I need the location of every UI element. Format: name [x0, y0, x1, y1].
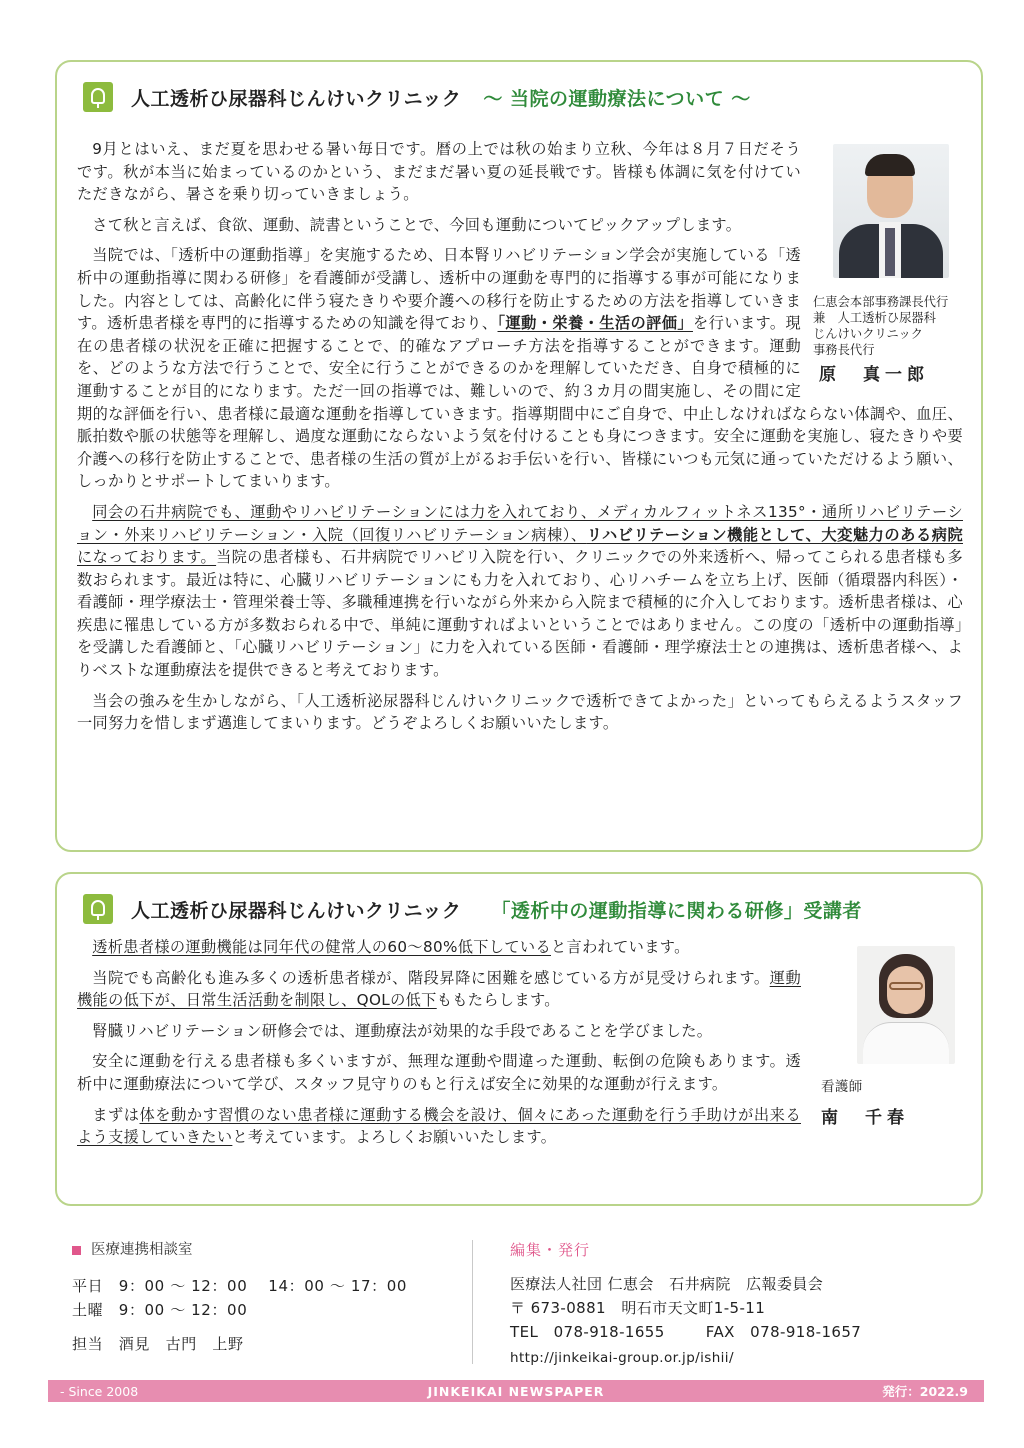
- footer-newspaper-name: JINKEIKAI NEWSPAPER: [427, 1383, 605, 1399]
- publisher-address: 〒 673-0881 明石市天文町1-5-11: [510, 1299, 766, 1317]
- paragraph: 腎臓リハビリテーション研修会では、運動療法が効果的な手段であることを学びました。: [92, 1021, 713, 1040]
- paragraph: さて秋と言えば、食欲、運動、読書ということで、今回も運動についてピックアップします。: [92, 215, 742, 234]
- publisher-section: [510, 1238, 980, 1370]
- clinic-name: 人工透析ひ尿器科じんけいクリニック: [131, 87, 462, 110]
- article-subtitle: ～ 当院の運動療法について ～: [483, 87, 751, 110]
- hours-saturday: 土曜 9：00 ～ 12：00: [72, 1301, 248, 1319]
- paragraph: 9月とはいえ、まだ夏を思わせる暑い毎日です。暦の上では秋の始まり立秋、今年は８月７日だそうです。秋が本当に始まっているのかという、まだまだ暑い夏の延長戦です。皆様も体調に気を付けていただきながら、暑さを乗り切っていきましょう。: [77, 140, 801, 204]
- paragraph: 同会の石井病院でも、運動やリハビリテーションには力を入れており、メディカルフィットネス135°・通所リハビリテーション・外来リハビリテーション・入院（回復リハビリテーション病棟）、リハビリテーション機能として、大変魅力のある病院になっております。当院の患者様も、石井病院でリハビリ入院を行い、クリニックでの外来透析へ、帰ってこられる患者様も多数おられます。最近は特に、心臓リハビリテーションにも力を入れており、心リハチームを立ち上げ、医師（循環器内科医）・看護師・理学療法士・管理栄養士等、多職種連携を行いながら外来から入院まで積極的に介入しております。透析患者様は、心疾患に罹患している方が多数おられる中で、単純に運動すればよいということではありません。この度の「透析中の運動指導」を受講した看護師と、「心臓リハビリテーション」に力を入れている医師・看護師・理学療法士との連携は、透析患者様へ、よりベストな運動療法を提供できると考えております。: [77, 502, 963, 680]
- article-box-training: [55, 872, 983, 1206]
- contact-section: [72, 1238, 452, 1356]
- article-header: [83, 892, 862, 926]
- publisher-url[interactable]: http://jinkeikai-group.or.jp/ishii/: [510, 1350, 734, 1366]
- footer-since: - Since 2008: [60, 1383, 139, 1399]
- contact-title: 医療連携相談室: [72, 1238, 452, 1262]
- paragraph: 当会の強みを生かしながら、「人工透析泌尿器科じんけいクリニックで透析できてよかった」といってもらえるようスタッフ一同努力を惜しまず邁進してまいります。どうぞよろしくお願いいたします。: [77, 691, 963, 733]
- contact-staff: 担当 酒見 古門 上野: [72, 1335, 244, 1353]
- publisher-tel-fax: TEL 078-918-1655 FAX 078-918-1657: [510, 1323, 862, 1341]
- divider: [472, 1240, 473, 1364]
- author-name: 原 真一郎: [819, 365, 929, 385]
- publisher-org: 医療法人社団 仁恵会 石井病院 広報委員会: [510, 1275, 824, 1293]
- author-role: 看護師: [821, 1079, 863, 1095]
- author-photo: [857, 946, 955, 1064]
- article-box-exercise-therapy: [55, 60, 983, 852]
- hours-weekday: 平日 9：00 ～ 12：00 14：00 ～ 17：00: [72, 1277, 407, 1295]
- article-body: [77, 138, 963, 743]
- square-bullet-icon: [72, 1246, 81, 1255]
- paragraph: 当院では、「透析中の運動指導」を実施するため、日本腎リハビリテーション学会が実施している「透析中の運動指導に関わる研修」を看護師が受講し、透析中の運動を専門的に指導する事が可能になりました。内容としては、高齢化に伴う寝たきりや要介護への移行を防止するための方法を指導していきます。透析患者様を専門的に指導するための知識を得ており、「運動・栄養・生活の評価」を行います。現在の患者様の状況を正確に把握することで、的確なアプローチ方法を指導することができます。運動を、どのような方法で行うことで、安全に行うことができるのかを理解していただき、自身で積極的に運動することが目的になります。ただ一回の指導では、難しいので、約３カ月の間実施し、その間に定期的な評価を行い、患者様に最適な運動を指導していきます。指導期間中にご自身で、中止しなければならない体調や、血圧、脈拍数や脈の状態等を理解し、過度な運動にならないよう気を付けることも身につきます。安全に運動を実施し、寝たきりや要介護への移行を防止することで、患者様の生活の質が上がるお手伝いを行い、皆様にいつも元気に通っていただけるよう願い、しっかりとサポートしてまいります。: [77, 246, 963, 491]
- author-photo: [833, 144, 949, 278]
- paragraph: 安全に運動を行える患者様も多くいますが、無理な運動や間違った運動、転倒の危険もあります。透析中に運動療法について学び、スタッフ見守りのもと行えば安全に効果的な運動が行えます。: [77, 1052, 801, 1093]
- paragraph: 当院でも高齢化も進み多くの透析患者様が、階段昇降に困難を感じている方が見受けられます。運動機能の低下が、日常生活活動を制限し、QOLの低下ももたらします。: [77, 968, 801, 1010]
- author-block: [813, 946, 963, 1129]
- article-header: [83, 80, 751, 114]
- paragraph: まずは体を動かす習慣のない患者様に運動する機会を設け、個々にあった運動を行う手助けが出来るよう支援していきたいと考えています。よろしくお願いいたします。: [77, 1105, 801, 1147]
- footer-bar: [48, 1380, 984, 1402]
- publisher-title: 編集・発行: [510, 1241, 591, 1259]
- author-role: 仁恵会本部事務課長代行 兼 人工透析ひ尿器科 じんけいクリニック 事務長代行: [813, 295, 949, 357]
- author-name: 南 千春: [821, 1107, 909, 1128]
- article-subtitle: 「透析中の運動指導に関わる研修」受講者: [491, 899, 862, 922]
- author-block: [813, 144, 963, 387]
- highlight-hospital: リハビリテーション機能として、大変魅力のある病院: [586, 525, 963, 544]
- clinic-name: 人工透析ひ尿器科じんけいクリニック: [131, 899, 462, 922]
- kidney-logo-icon: [83, 82, 113, 112]
- footer-issue-date: 発行：2022.9: [882, 1384, 968, 1399]
- paragraph: 透析患者様の運動機能は同年代の健常人の60～80%低下していると言われています。: [92, 938, 690, 956]
- highlight-evaluation: 「運動・栄養・生活の評価」: [497, 314, 693, 333]
- article-body: [77, 936, 963, 1157]
- kidney-logo-icon: [83, 894, 113, 924]
